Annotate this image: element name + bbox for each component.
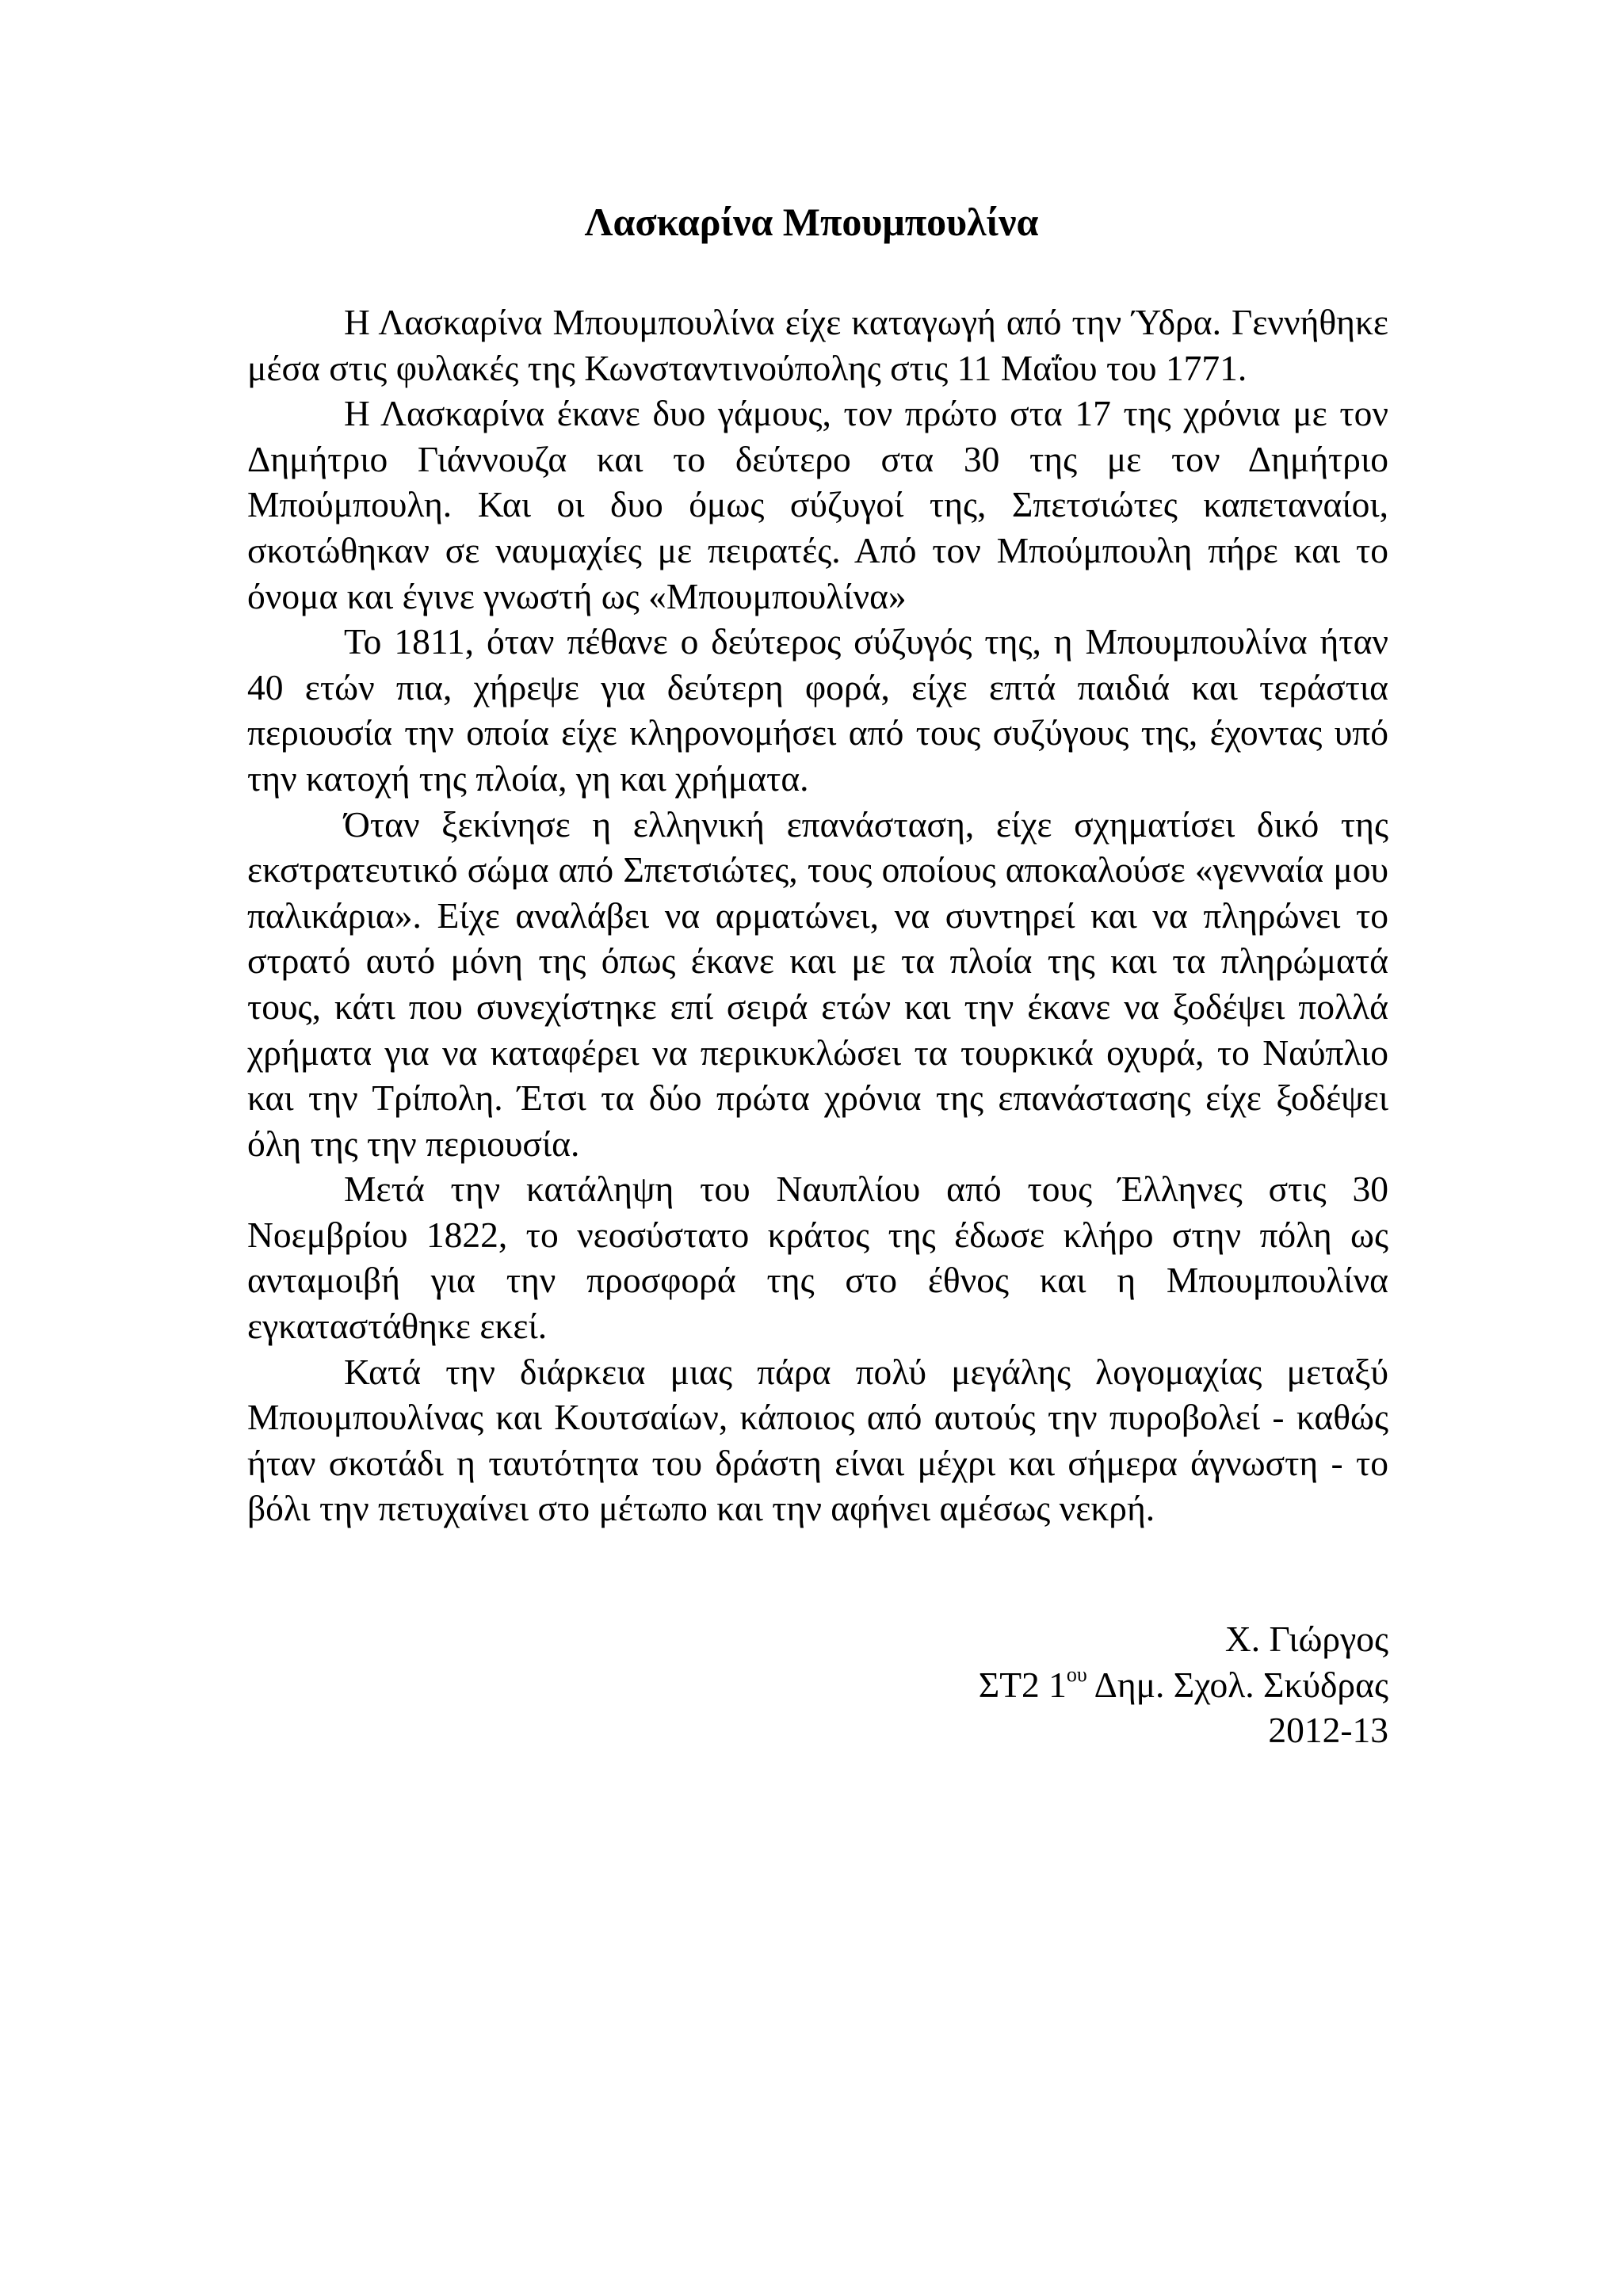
school-class [979, 1662, 1388, 1708]
document-body [247, 299, 1388, 1531]
paragraph-revolution: Όταν ξεκίνησε η ελληνική επανάσταση, είχε σχηματίσει δικό της εκστρατευτικό σώμα από Σπετσιώτες, τους οποίους αποκαλούσε «γενναία μου παλικάρια». Είχε αναλάβει να αρματώνει, να συντηρεί και να πληρώνει το στρατό αυτό μόνη της όπως έκανε και με τα πλοία της και τα πληρώματά τους, κάτι που συνεχίστηκε επί σειρά ετών και την έκανε να ξοδέψει πολλά χρήματα για να καταφέρει να περικυκλώσει τα τουρκικά οχυρά, το Ναύπλιο και την Τρίπολη. Έτσι τα δύο πρώτα χρόνια της επανάστασης είχε ξοδέψει όλη της την περιουσία. [247, 803, 1388, 1164]
paragraph-birth: Η Λασκαρίνα Μπουμπουλίνα είχε καταγωγή από την Ύδρα. Γεννήθηκε μέσα στις φυλακές της Κωνσταντινούπολης στις 11 Μαΐου του 1771. [247, 302, 1388, 388]
paragraph-nafplio: Μετά την κατάληψη του Ναυπλίου από τους Έλληνες στις 30 Νοεμβρίου 1822, το νεοσύστατο κράτος της έδωσε κλήρο στην πόλη ως ανταμοιβή για την προσφορά της στο έθνος και η Μπουμπουλίνα εγκαταστάθηκε εκεί. [247, 1169, 1388, 1347]
document-title: Λασκαρίνα Μπουμπουλίνα [584, 200, 1039, 244]
paragraph-death: Κατά την διάρκεια μιας πάρα πολύ μεγάλης λογομαχίας μεταξύ Μπουμπουλίνας και Κουτσαίων, κάποιος από αυτούς την πυροβολεί - καθώς ήταν σκοτάδι η ταυτότητα του δράστη είναι μέχρι και σήμερα άγνωστη - το βόλι την πετυχαίνει στο μέτωπο και την αφήνει αμέσως νεκρή. [247, 1351, 1388, 1529]
paragraph-widowhood: Το 1811, όταν πέθανε ο δεύτερος σύζυγός της, η Μπουμπουλίνα ήταν 40 ετών πια, χήρεψε για δεύτερη φορά, είχε επτά παιδιά και τεράστια περιουσία την οποία είχε κληρονομήσει από τους συζύγους της, έχοντας υπό την κατοχή της πλοία, γη και χρήματα. [247, 621, 1388, 799]
paragraph-marriages: Η Λασκαρίνα έκανε δυο γάμους, τον πρώτο στα 17 της χρόνια με τον Δημήτριο Γιάννουζα και το δεύτερο στα 30 της με τον Δημήτριο Μπούμπουλη. Και οι δυο όμως σύζυγοί της, Σπετσιώτες καπεταναίοι, σκοτώθηκαν σε ναυμαχίες με πειρατές. Από τον Μπούμπουλη πήρε και το όνομα και έγινε γνωστή ως «Μπουμπουλίνα» [247, 393, 1388, 616]
signature-block [979, 1616, 1388, 1753]
class-superscript: ου [1066, 1662, 1087, 1686]
school-year: 2012-13 [1268, 1710, 1388, 1751]
class-suffix: Δημ. Σχολ. Σκύδρας [1086, 1664, 1388, 1705]
class-prefix: ΣΤ2 1 [978, 1664, 1067, 1705]
author-name: Χ. Γιώργος [1224, 1619, 1388, 1659]
